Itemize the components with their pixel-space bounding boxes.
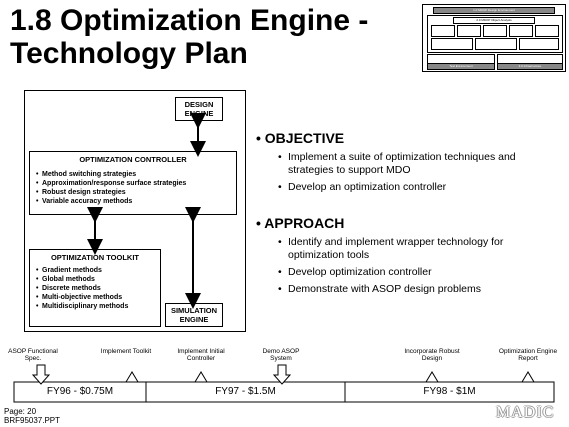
approach-section	[256, 215, 561, 300]
architecture-diagram	[24, 90, 246, 332]
milestone-triangle	[126, 372, 138, 382]
controller-item: • Variable accuracy methods	[36, 197, 236, 206]
period-fy96: FY96 - $0.75M	[46, 386, 114, 397]
thumb-block	[457, 25, 481, 37]
milestone-label: Optimization Engine Report	[498, 348, 558, 362]
milestone-label: Implement Toolkit	[100, 348, 152, 355]
milestone-label: Incorporate Robust Design	[404, 348, 460, 362]
title-line-2: Technology Plan	[10, 37, 248, 70]
simulation-engine-label: SIMULATION ENGINE	[170, 306, 218, 324]
thumb-block	[475, 38, 517, 50]
objective-item: • Develop an optimization controller	[278, 181, 561, 194]
controller-title: OPTIMIZATION CONTROLLER	[79, 155, 187, 164]
milestone-label: Demo ASOP System	[262, 348, 300, 362]
controller-item: • Robust design strategies	[36, 188, 236, 197]
thumb-block	[519, 38, 559, 50]
milestone-triangle	[522, 372, 534, 382]
thumb-block	[483, 25, 507, 37]
thumb-br-label: 3.0 Infrastructure	[497, 63, 563, 70]
toolkit-item: • Global methods	[36, 275, 160, 284]
controller-item: • Method switching strategies	[36, 170, 236, 179]
thumb-block	[431, 25, 455, 37]
milestone-triangle	[195, 372, 207, 382]
toolkit-item: • Multi-objective methods	[36, 293, 160, 302]
toolkit-item: • Discrete methods	[36, 284, 160, 293]
approach-item: • Develop optimization controller	[278, 266, 561, 279]
title-line-1: 1.8 Optimization Engine -	[10, 4, 369, 37]
objective-heading: • OBJECTIVE	[256, 130, 345, 146]
milestone-label: Implement Initial Controller	[177, 348, 225, 362]
controller-item: • Approximation/response surface strategies	[36, 179, 236, 188]
page-number: Page: 20	[4, 407, 37, 416]
toolkit-title: OPTIMIZATION TOOLKIT	[50, 253, 140, 262]
period-fy97: FY97 - $1.5M	[215, 386, 276, 397]
footer-info	[4, 407, 60, 425]
thumb-block	[431, 38, 473, 50]
milestone-triangle	[426, 372, 438, 382]
slide-title	[10, 4, 368, 70]
timeline	[0, 362, 569, 407]
milestone-label: ASOP Functional Spec.	[8, 348, 58, 362]
milestone-arrow-down	[33, 365, 49, 384]
approach-item: • Identify and implement wrapper technology for optimization tools	[278, 236, 561, 262]
thumb-bl-label: Test Environment	[427, 63, 495, 70]
thumb-block	[535, 25, 559, 37]
thumb-top-label: 1.0 MDOP Design Environment	[433, 7, 555, 14]
toolkit-item: • Gradient methods	[36, 266, 160, 275]
milestone-arrow-down	[274, 365, 290, 384]
approach-item: • Demonstrate with ASOP design problems	[278, 283, 561, 296]
thumb-block	[509, 25, 533, 37]
madic-logo: MADIC	[496, 404, 555, 421]
diagram-arrows	[25, 91, 245, 331]
thumb-mid-label: 2.0 MDOP Object Analysis	[453, 17, 535, 24]
objective-item: • Implement a suite of optimization techniques and strategies to support MDO	[278, 151, 561, 177]
file-name: BRF95037.PPT	[4, 416, 61, 425]
objective-section	[256, 130, 561, 198]
overview-thumbnail	[422, 4, 566, 72]
design-engine-label: DESIGN ENGINE	[184, 100, 214, 118]
toolkit-item: • Multidisciplinary methods	[36, 302, 160, 311]
period-fy98: FY98 - $1M	[423, 386, 476, 397]
approach-heading: • APPROACH	[256, 215, 345, 231]
